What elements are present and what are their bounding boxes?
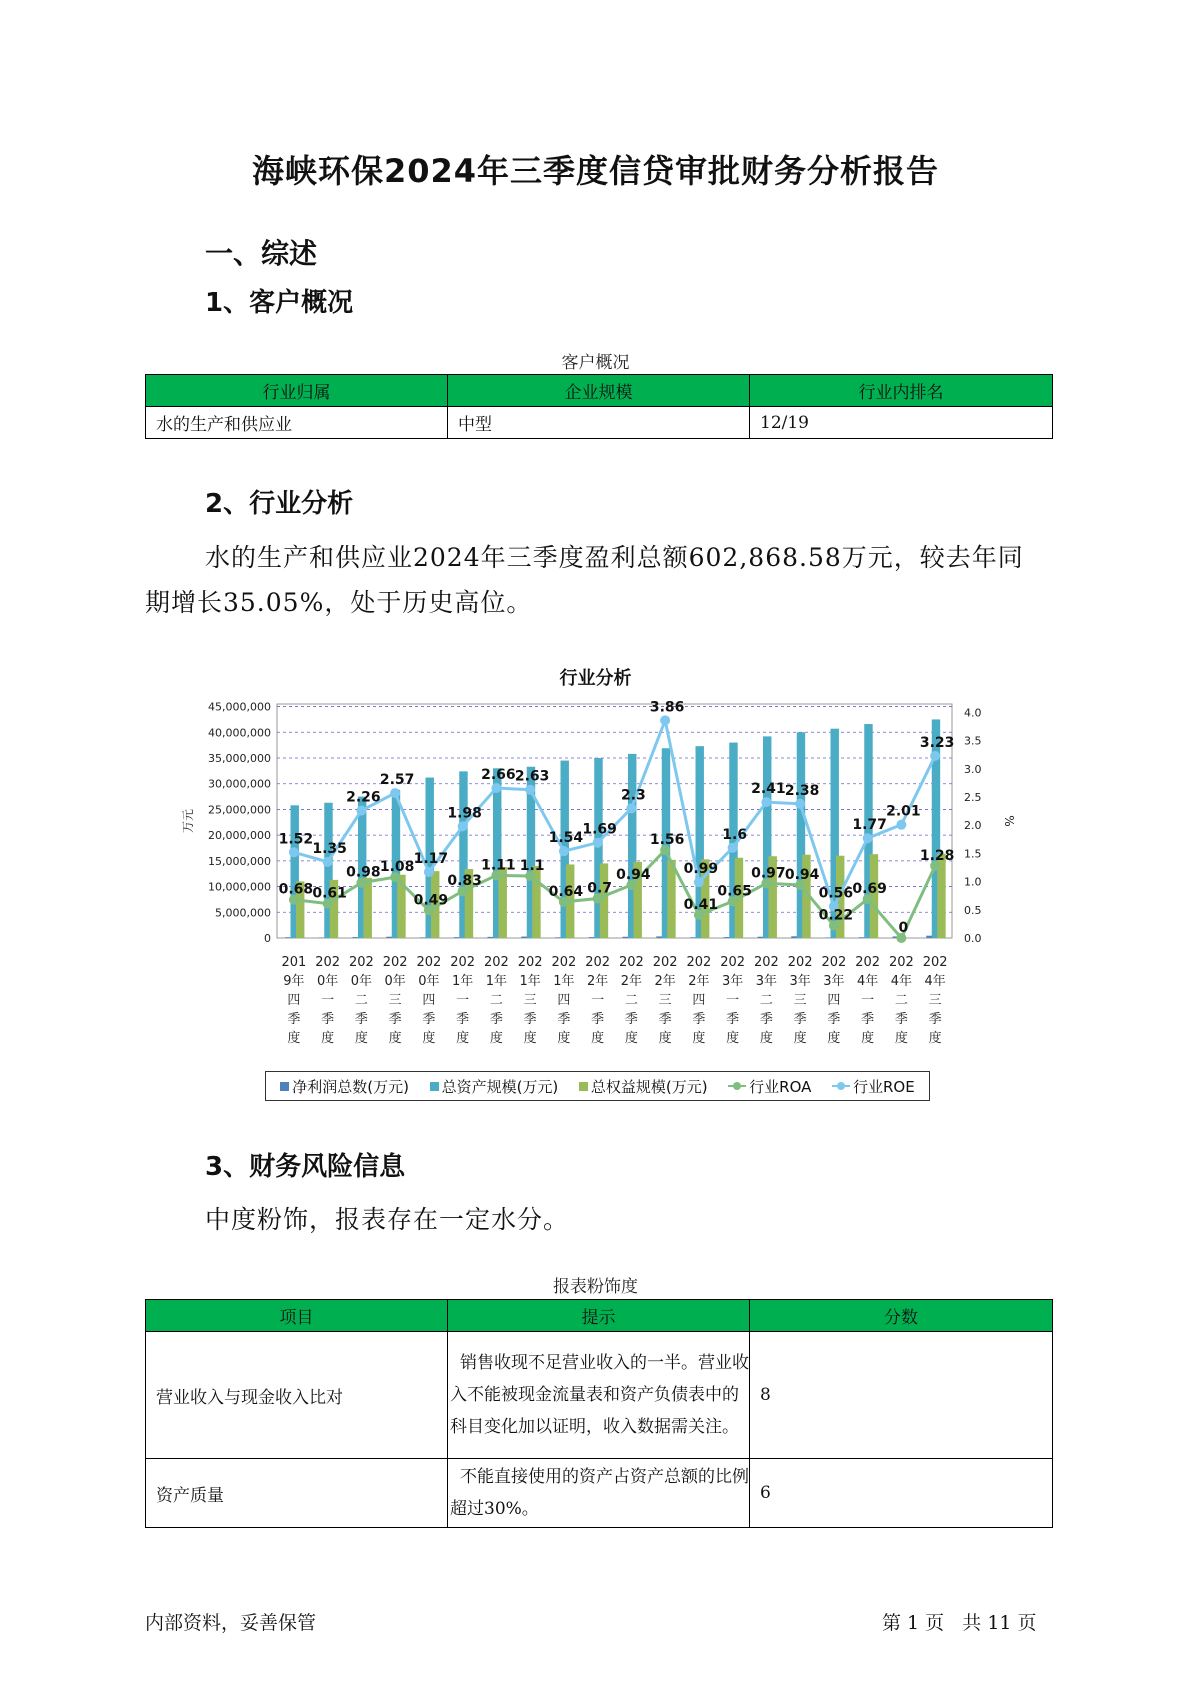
roe-point: [559, 846, 569, 856]
roa-data-label: 0.22: [818, 907, 854, 924]
x-tick-label: 季: [928, 1012, 942, 1027]
x-tick-label: 三: [658, 993, 672, 1008]
x-tick-label: 202: [686, 955, 712, 970]
legend-label: 总资产规模(万元): [441, 1077, 559, 1096]
x-tick-label: 度: [793, 1031, 807, 1046]
roe-data-label: 1.69: [582, 821, 617, 838]
document-title: 海峡环保2024年三季度信贷审批财务分析报告: [251, 152, 940, 190]
x-tick-label: 202: [416, 955, 442, 970]
x-tick-label: 202: [450, 955, 476, 970]
x-tick-label: 0年: [384, 974, 406, 989]
x-tick-label: 202: [652, 955, 678, 970]
roe-data-label: 1.35: [312, 840, 347, 857]
roa-data-label: 0.69: [852, 881, 887, 898]
x-tick-label: 1年: [519, 974, 541, 989]
x-tick-label: 季: [624, 1012, 638, 1027]
legend-label: 总权益规模(万元): [590, 1077, 708, 1096]
x-tick-label: 二: [354, 993, 368, 1008]
risk-table: [145, 1299, 1053, 1528]
roe-data-label: 2.66: [481, 767, 516, 784]
x-tick-label: 度: [759, 1031, 773, 1046]
roa-data-label: 0.94: [616, 866, 651, 883]
roe-data-label: 2.63: [514, 768, 550, 785]
roa-data-label: 1.11: [481, 857, 516, 874]
x-tick-label: 度: [354, 1031, 368, 1046]
y-tick-label: 5,000,000: [215, 906, 271, 920]
roe-point: [930, 751, 940, 761]
roe-data-label: 3.23: [919, 734, 955, 751]
section-heading-overview: 一、综述: [205, 237, 318, 270]
x-tick-label: 季: [557, 1012, 571, 1027]
roe-point: [458, 821, 468, 831]
roa-data-label: 0.64: [548, 883, 584, 900]
subheading-client-overview: 1、客户概况: [205, 288, 354, 318]
x-tick-label: 四: [827, 993, 841, 1008]
x-tick-label: 度: [861, 1031, 875, 1046]
y2-axis-label: %: [1002, 815, 1016, 827]
cell-rank: 12/19: [750, 407, 1053, 439]
x-tick-label: 9年: [283, 974, 305, 989]
x-tick-label: 0年: [418, 974, 440, 989]
legend-line-icon: [728, 1085, 746, 1087]
roe-data-label: 1.52: [278, 831, 314, 848]
header-scale: 企业规模: [448, 375, 750, 407]
x-tick-label: 度: [321, 1031, 335, 1046]
x-tick-label: 二: [624, 993, 638, 1008]
roe-data-label: 1.77: [852, 817, 887, 834]
x-tick-label: 季: [591, 1012, 605, 1027]
x-tick-label: 度: [894, 1031, 908, 1046]
x-tick-label: 度: [658, 1031, 672, 1046]
x-tick-label: 202: [888, 955, 914, 970]
y2-tick-label: 3.5: [964, 734, 982, 748]
x-tick-label: 季: [827, 1012, 841, 1027]
footer-page-number: 第 1 页 共 11 页: [882, 1612, 1037, 1634]
x-tick-label: 2年: [620, 974, 643, 989]
roe-data-label: 2.26: [346, 789, 381, 806]
client-overview-table: [145, 374, 1053, 439]
roa-data-label: 0.83: [447, 873, 482, 890]
x-tick-label: 度: [827, 1031, 841, 1046]
roa-data-label: 1.08: [379, 859, 415, 876]
chart-title: 行业分析: [559, 668, 632, 689]
x-tick-label: 202: [753, 955, 779, 970]
roa-data-label: 1.28: [919, 847, 955, 864]
y-tick-label: 10,000,000: [208, 880, 271, 894]
x-tick-label: 季: [456, 1012, 470, 1027]
roa-data-label: 0.97: [751, 865, 786, 882]
x-tick-label: 季: [692, 1012, 706, 1027]
roe-point: [424, 867, 434, 877]
x-tick-label: 一: [591, 993, 605, 1008]
roe-data-label: 0.99: [683, 861, 719, 878]
x-tick-label: 202: [821, 955, 847, 970]
roe-point: [728, 843, 738, 853]
roa-data-label: 0.41: [683, 896, 719, 913]
roe-point: [323, 857, 333, 867]
table-header-row: [146, 375, 1053, 407]
x-tick-label: 季: [321, 1012, 335, 1027]
legend-total-equity: [579, 1076, 708, 1097]
x-tick-label: 季: [793, 1012, 807, 1027]
x-tick-label: 度: [523, 1031, 537, 1046]
industry-paragraph: 水的生产和供应业2024年三季度盈利总额602,868.58万元，较去年同期增长35.05%，处于历史高位。: [145, 543, 1024, 617]
x-tick-label: 4年: [856, 974, 879, 989]
roe-point: [660, 715, 670, 725]
x-tick-label: 202: [517, 955, 543, 970]
legend-swatch-icon: [430, 1082, 439, 1091]
roe-data-label: 2.41: [751, 781, 786, 798]
table-row: [146, 407, 1053, 439]
roe-point: [390, 788, 400, 798]
x-tick-label: 度: [388, 1031, 402, 1046]
x-tick-label: 202: [551, 955, 577, 970]
x-tick-label: 季: [658, 1012, 672, 1027]
x-tick-label: 二: [894, 993, 908, 1008]
legend-label: 净利润总数(万元): [292, 1077, 409, 1096]
chart-legend: [265, 1071, 930, 1101]
roe-data-label: 0.56: [818, 885, 854, 902]
roe-point: [491, 783, 501, 793]
legend-swatch-icon: [280, 1082, 289, 1091]
x-tick-label: 202: [585, 955, 611, 970]
roe-point: [626, 803, 636, 813]
legend-label: 行业ROA: [749, 1077, 812, 1096]
x-tick-label: 202: [922, 955, 948, 970]
roe-data-label: 2.38: [784, 782, 820, 799]
roe-point: [795, 799, 805, 809]
x-tick-label: 度: [624, 1031, 638, 1046]
y2-tick-label: 1.0: [964, 875, 982, 889]
roe-point: [896, 820, 906, 830]
y2-tick-label: 2.5: [964, 791, 982, 805]
x-tick-label: 度: [287, 1031, 301, 1046]
y2-tick-label: 0.0: [964, 932, 982, 945]
x-tick-label: 202: [382, 955, 408, 970]
cell-item: 营业收入与现金收入比对: [146, 1332, 448, 1459]
header-item: 项目: [146, 1300, 448, 1332]
footer-confidential: 内部资料，妥善保管: [145, 1612, 317, 1634]
x-tick-label: 3年: [823, 974, 845, 989]
x-tick-label: 202: [787, 955, 813, 970]
x-tick-label: 2年: [688, 974, 710, 989]
x-tick-label: 度: [456, 1031, 470, 1046]
x-tick-label: 2年: [654, 974, 676, 989]
cell-score: 8: [750, 1332, 1053, 1459]
roa-data-label: 1.56: [649, 832, 685, 849]
y-tick-label: 35,000,000: [208, 752, 271, 765]
x-tick-label: 202: [315, 955, 341, 970]
cell-hint: 不能直接使用的资产占资产总额的比例超过30%。: [448, 1459, 750, 1528]
cell-industry: 水的生产和供应业: [146, 407, 448, 439]
y2-tick-label: 4.0: [964, 706, 982, 720]
roe-point: [593, 838, 603, 848]
legend-net-profit: [280, 1076, 409, 1097]
roa-data-label: 1.1: [519, 857, 545, 874]
x-tick-label: 二: [759, 993, 773, 1008]
x-tick-label: 3年: [789, 974, 811, 989]
table-header-row: [146, 1300, 1053, 1332]
table-row: [146, 1332, 1053, 1459]
y-tick-label: 45,000,000: [208, 700, 271, 714]
roa-data-label: 0.49: [413, 892, 449, 909]
roe-data-label: 1.6: [722, 826, 748, 843]
roe-data-label: 2.3: [620, 787, 646, 804]
subheading-industry-analysis: 2、行业分析: [205, 489, 354, 519]
industry-chart: [160, 690, 1030, 1070]
x-tick-label: 1年: [485, 974, 508, 989]
legend-total-assets: [430, 1076, 559, 1097]
x-tick-label: 季: [759, 1012, 773, 1027]
x-tick-label: 三: [928, 993, 942, 1008]
cell-scale: 中型: [448, 407, 750, 439]
x-tick-label: 4年: [924, 974, 946, 989]
x-tick-label: 度: [726, 1031, 740, 1046]
y2-tick-label: 1.5: [964, 847, 982, 861]
x-tick-label: 季: [388, 1012, 402, 1027]
x-tick-label: 0年: [350, 974, 373, 989]
x-tick-label: 202: [855, 955, 881, 970]
x-tick-label: 202: [618, 955, 644, 970]
x-tick-label: 四: [287, 993, 301, 1008]
bar-total-equity: [363, 878, 371, 938]
risk-paragraph: 中度粉饰，报表存在一定水分。: [205, 1205, 570, 1234]
bar-total-equity: [667, 860, 675, 938]
x-tick-label: 202: [483, 955, 509, 970]
x-tick-label: 一: [456, 993, 470, 1008]
y-tick-label: 15,000,000: [208, 854, 271, 868]
roe-data-label: 1.17: [413, 851, 449, 868]
x-tick-label: 一: [321, 993, 335, 1008]
roe-data-label: 2.57: [379, 772, 415, 789]
x-tick-label: 三: [523, 993, 537, 1008]
x-tick-label: 四: [557, 993, 571, 1008]
y2-tick-label: 3.0: [964, 762, 982, 776]
x-tick-label: 202: [348, 955, 374, 970]
x-tick-label: 季: [861, 1012, 875, 1027]
roe-data-label: 3.86: [649, 699, 685, 716]
client-table-caption: 客户概况: [561, 353, 630, 373]
x-tick-label: 季: [287, 1012, 301, 1027]
x-tick-label: 度: [422, 1031, 436, 1046]
x-tick-label: 季: [354, 1012, 368, 1027]
x-tick-label: 度: [692, 1031, 706, 1046]
roe-point: [525, 785, 535, 795]
x-tick-label: 季: [894, 1012, 908, 1027]
x-tick-label: 季: [726, 1012, 740, 1027]
x-tick-label: 一: [726, 993, 740, 1008]
header-rank: 行业内排名: [750, 375, 1053, 407]
y-tick-label: 20,000,000: [208, 829, 271, 843]
roa-data-label: 0.68: [278, 881, 314, 898]
x-tick-label: 三: [793, 993, 807, 1008]
roa-data-label: 0.61: [312, 885, 347, 902]
y-tick-label: 40,000,000: [208, 726, 271, 740]
header-industry: 行业归属: [146, 375, 448, 407]
x-tick-label: 202: [720, 955, 746, 970]
x-tick-label: 201: [281, 955, 307, 970]
x-tick-label: 4年: [890, 974, 913, 989]
cell-score: 6: [750, 1459, 1053, 1528]
legend-roe: [832, 1076, 915, 1097]
header-hint: 提示: [448, 1300, 750, 1332]
x-tick-label: 2年: [586, 974, 609, 989]
legend-roa: [728, 1076, 811, 1097]
header-score: 分数: [750, 1300, 1053, 1332]
legend-label: 行业ROE: [852, 1077, 915, 1096]
x-tick-label: 1年: [451, 974, 474, 989]
x-tick-label: 季: [489, 1012, 503, 1027]
roa-data-label: 0: [898, 920, 909, 936]
y2-tick-label: 0.5: [964, 903, 982, 917]
y-tick-label: 0: [264, 932, 271, 945]
x-tick-label: 0年: [316, 974, 339, 989]
y-tick-label: 25,000,000: [208, 803, 271, 817]
y-tick-label: 30,000,000: [208, 777, 271, 791]
x-tick-label: 季: [523, 1012, 537, 1027]
roe-data-label: 2.01: [886, 803, 921, 820]
x-tick-label: 二: [489, 993, 503, 1008]
y-axis-label: 万元: [181, 808, 195, 834]
x-tick-label: 度: [489, 1031, 503, 1046]
x-tick-label: 四: [422, 993, 436, 1008]
risk-table-caption: 报表粉饰度: [553, 1277, 638, 1297]
roa-data-label: 0.65: [717, 883, 752, 900]
subheading-financial-risk: 3、财务风险信息: [205, 1152, 406, 1182]
roe-data-label: 1.98: [447, 805, 482, 822]
roe-point: [761, 797, 771, 807]
roe-data-label: 1.54: [548, 830, 584, 847]
x-tick-label: 四: [692, 993, 706, 1008]
x-tick-label: 度: [591, 1031, 605, 1046]
cell-item: 资产质量: [146, 1459, 448, 1528]
x-tick-label: 1年: [553, 974, 575, 989]
legend-swatch-icon: [579, 1082, 588, 1091]
y2-tick-label: 2.0: [964, 819, 982, 833]
x-tick-label: 3年: [755, 974, 778, 989]
x-tick-label: 度: [928, 1031, 942, 1046]
x-tick-label: 季: [422, 1012, 436, 1027]
legend-line-icon: [832, 1085, 850, 1087]
roa-data-label: 0.7: [587, 880, 613, 897]
x-tick-label: 度: [557, 1031, 571, 1046]
roe-point: [694, 877, 704, 887]
roa-data-label: 0.98: [346, 864, 381, 881]
cell-hint: 销售收现不足营业收入的一半。营业收入不能被现金流量表和资产负债表中的科目变化加以证明，收入数据需关注。: [448, 1332, 750, 1459]
x-tick-label: 三: [388, 993, 402, 1008]
x-tick-label: 3年: [721, 974, 744, 989]
x-tick-label: 一: [861, 993, 875, 1008]
roa-data-label: 0.94: [784, 866, 820, 883]
table-row: [146, 1459, 1053, 1528]
roe-point: [863, 833, 873, 843]
roe-point: [289, 847, 299, 857]
roe-point: [356, 806, 366, 816]
